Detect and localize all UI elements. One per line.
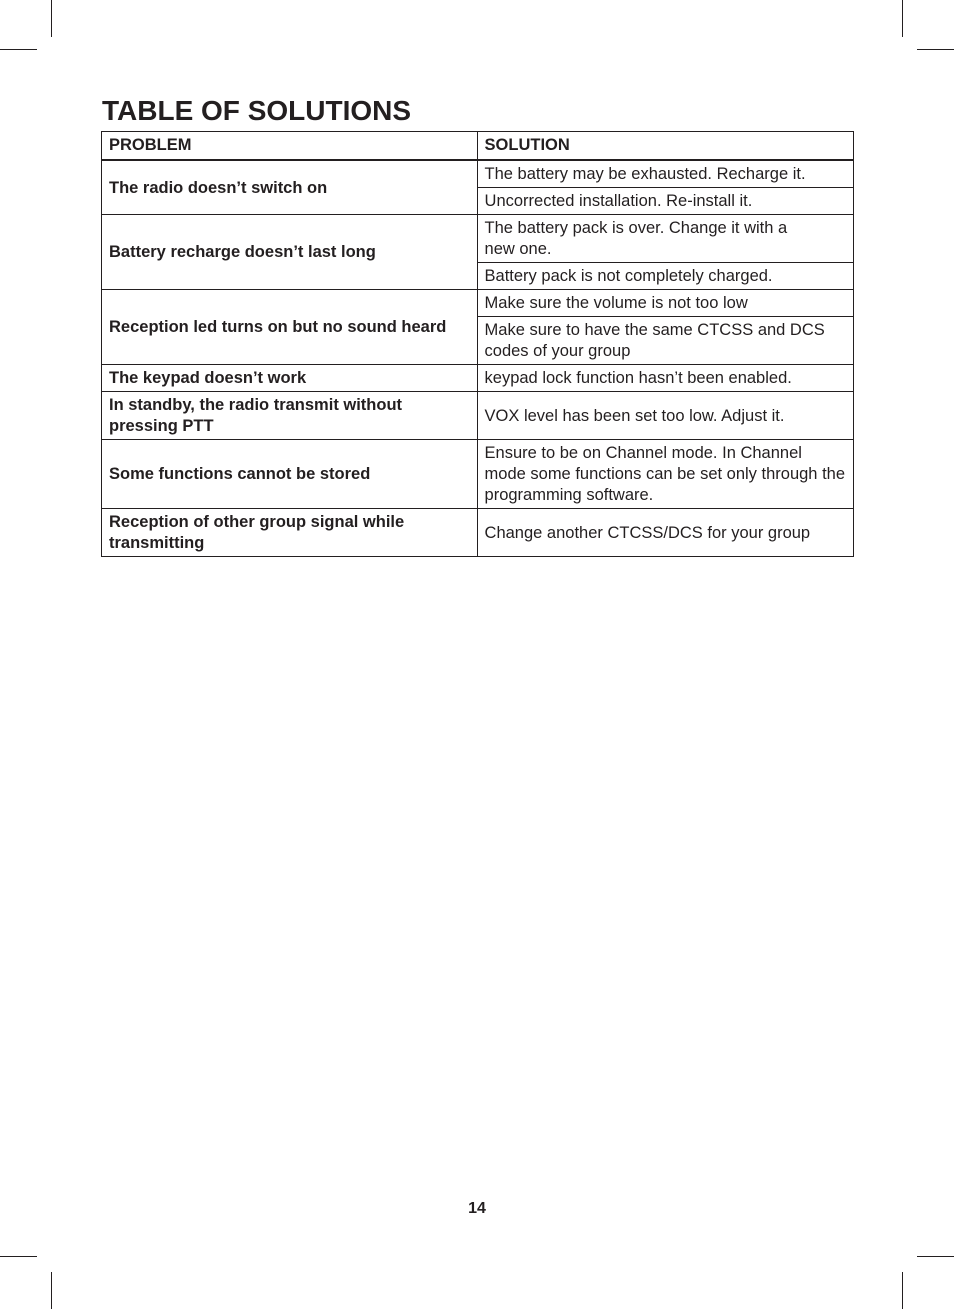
crop-mark [51, 0, 52, 37]
crop-mark [917, 49, 954, 50]
table-row [102, 365, 854, 392]
solution-cell: keypad lock function hasn’t been enabled. [477, 365, 853, 392]
solution-cell: Make sure to have the same CTCSS and DCS codes of your group [477, 317, 853, 365]
problem-cell: Some functions cannot be stored [102, 440, 478, 509]
crop-mark [0, 49, 37, 50]
table-row [102, 509, 854, 557]
solution-cell: The battery pack is over. Change it with a new one. [477, 215, 853, 263]
solution-cell: The battery may be exhausted. Recharge it. [477, 160, 853, 188]
column-header-problem: PROBLEM [102, 132, 478, 161]
table-header-row [102, 132, 854, 161]
problem-cell: Reception of other group signal while transmitting [102, 509, 478, 557]
table-row [102, 392, 854, 440]
page-title: TABLE OF SOLUTIONS [102, 95, 412, 126]
solution-cell: Change another CTCSS/DCS for your group [477, 509, 853, 557]
crop-mark [902, 1272, 903, 1309]
crop-mark [51, 1272, 52, 1309]
crop-mark [0, 1256, 37, 1257]
solution-cell: VOX level has been set too low. Adjust it. [477, 392, 853, 440]
solution-cell: Make sure the volume is not too low [477, 290, 853, 317]
table-row [102, 215, 854, 263]
problem-cell: Reception led turns on but no sound heard [102, 290, 478, 365]
problem-cell: The keypad doesn’t work [102, 365, 478, 392]
problem-cell: Battery recharge doesn’t last long [102, 215, 478, 290]
page-number: 14 [468, 1200, 486, 1217]
solution-cell: Battery pack is not completely charged. [477, 263, 853, 290]
column-header-solution: SOLUTION [477, 132, 853, 161]
solution-cell: Uncorrected installation. Re-install it. [477, 188, 853, 215]
crop-mark [917, 1256, 954, 1257]
crop-mark [902, 0, 903, 37]
problem-cell: In standby, the radio transmit without pressing PTT [102, 392, 478, 440]
solutions-table [101, 131, 854, 557]
solution-cell: Ensure to be on Channel mode. In Channel mode some functions can be set only through the programming software. [477, 440, 853, 509]
table-row [102, 440, 854, 509]
table-row [102, 160, 854, 188]
table-row [102, 290, 854, 317]
problem-cell: The radio doesn’t switch on [102, 160, 478, 215]
